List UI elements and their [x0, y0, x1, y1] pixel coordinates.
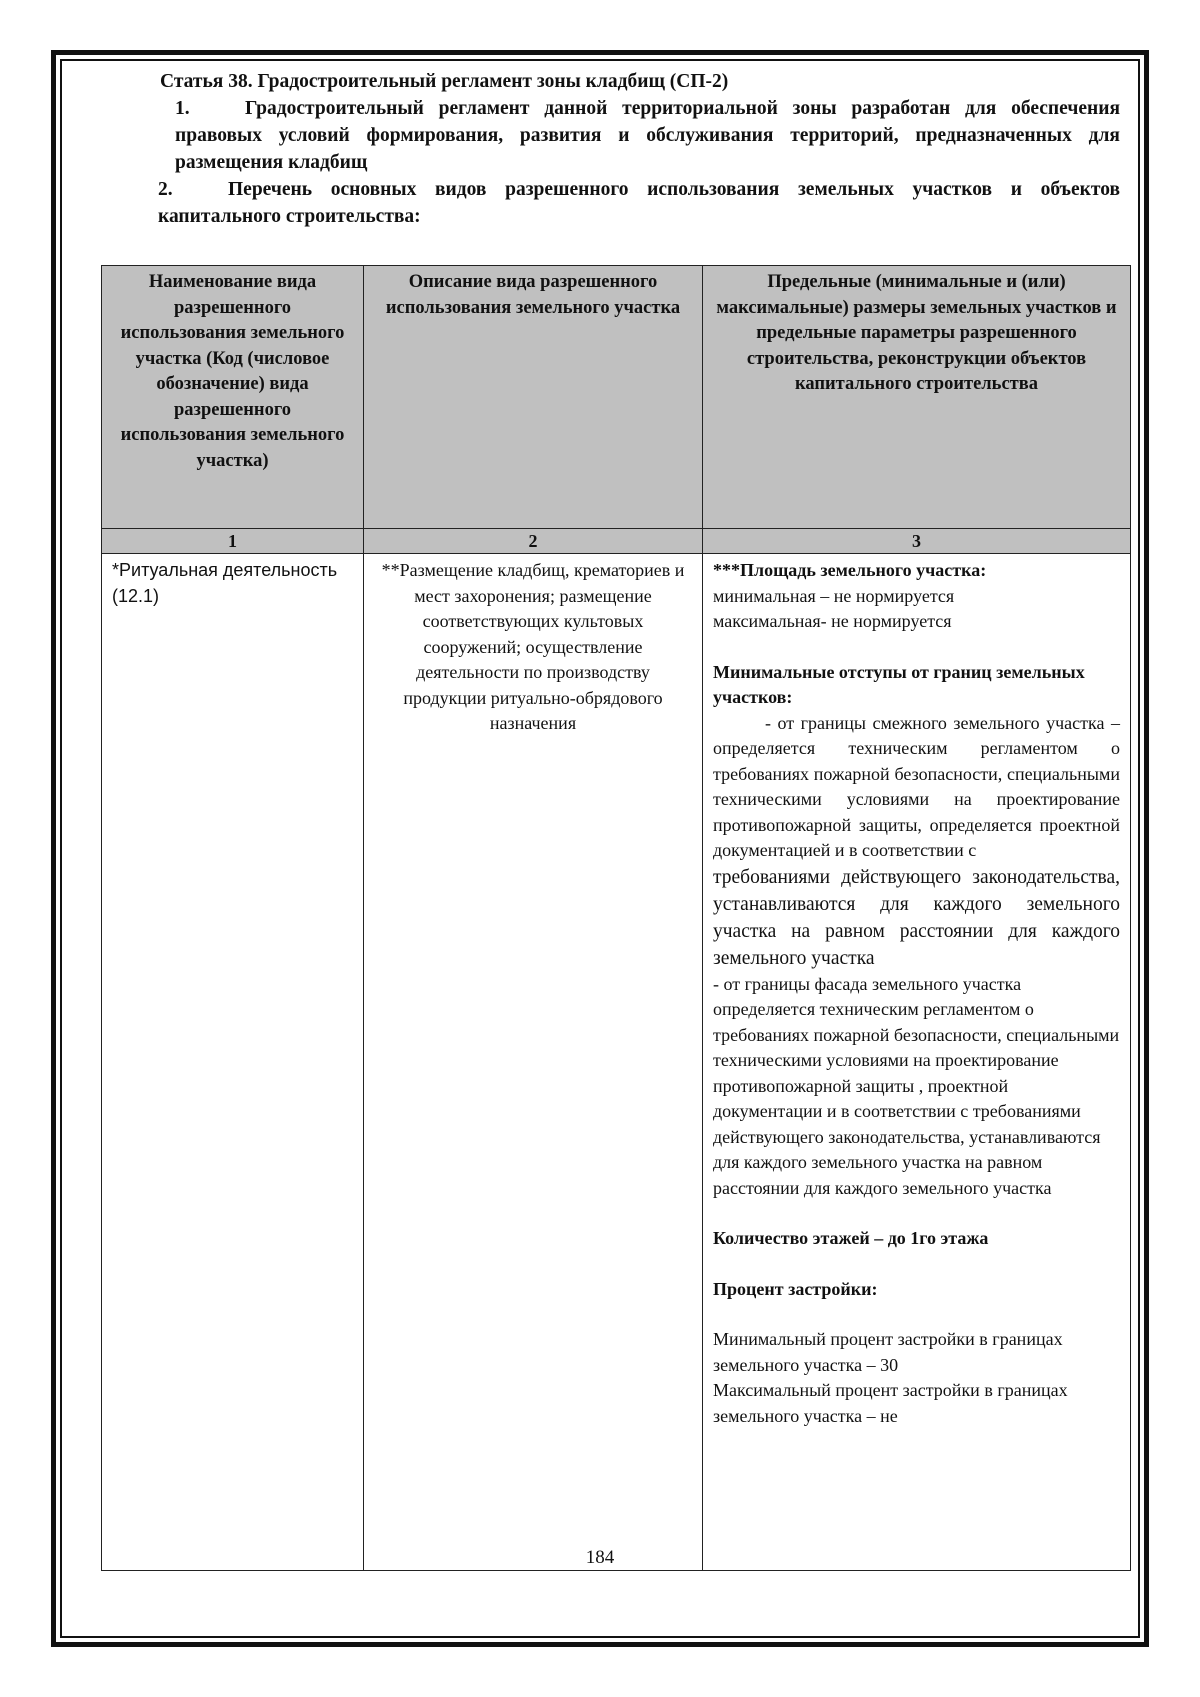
- table-header-row: [102, 266, 1131, 529]
- setback-adjacent-a: - от границы смежного земельного участка – определяется техническим регламентом о требованиях пожарной безопасности, специальными техническими условиями на проектирование противопожарной защиты, определяется проектной документацией и в соответствии с: [713, 712, 1120, 860]
- article-title: Статья 38. Градостроительный регламент зоны кладбищ (СП-2): [160, 71, 729, 92]
- header-description: Описание вида разрешенного использования земельного участка: [364, 266, 703, 529]
- item-1: [100, 95, 1120, 176]
- coverage-title: Процент застройки:: [713, 1278, 878, 1299]
- article-heading: [100, 68, 1120, 230]
- setback-title: Минимальные отступы от границ земельных участков:: [713, 661, 1085, 707]
- cell-parameters: [703, 554, 1131, 1571]
- item-2: [100, 176, 1120, 230]
- coverage-min: Минимальный процент застройки в границах земельного участка – 30: [713, 1329, 1063, 1375]
- item-2-number: 2.: [158, 179, 173, 200]
- cell-use-name: *Ритуальная деятельность (12.1): [102, 554, 364, 1571]
- cell-description: **Размещение кладбищ, крематориев и мест захоронения; размещение соответствующих культовых сооружений; осуществление деятельности по производству продукции ритуально-обрядового назначения: [364, 554, 703, 1571]
- header-use-type: Наименование вида разрешенного использования земельного участка (Код (числовое обозначение) вида разрешенного использования земельного участка): [102, 266, 364, 529]
- table-column-numbers-row: [102, 529, 1131, 554]
- floors: Количество этажей – до 1го этажа: [713, 1228, 989, 1248]
- area-max: максимальная- не нормируется: [713, 611, 952, 631]
- column-number-3: 3: [703, 529, 1131, 554]
- table-row: [102, 554, 1131, 1571]
- area-title: ***Площадь земельного участка:: [713, 560, 987, 580]
- item-1-number: 1.: [175, 98, 190, 119]
- setback-facade: - от границы фасада земельного участка определяется техническим регламентом о требованиях пожарной безопасности, специальными техническими условиями на проектирование противопожарной защиты , проектной документации и в соответствии с требованиями действующего законодательства, устанавливаются для каждого земельного участка на равном расстоянии для каждого земельного участка: [713, 973, 1120, 1198]
- item-2-text: Перечень основных видов разрешенного использования земельных участков и объектов капитального строительства:: [158, 179, 1120, 227]
- column-number-1: 1: [102, 529, 364, 554]
- header-parameters: Предельные (минимальные и (или) максимальные) размеры земельных участков и предельные параметры разрешенного строительства, реконструкции объектов капитального строительства: [703, 266, 1131, 529]
- item-1-text: Градостроительный регламент данной территориальной зоны разработан для обеспечения правовых условий формирования, развития и обслуживания территорий, предназначенных для размещения кладбищ: [175, 98, 1120, 173]
- regulation-table: [101, 265, 1131, 1571]
- coverage-max: Максимальный процент застройки в границах земельного участка – не: [713, 1380, 1068, 1426]
- page-number: 184: [585, 1547, 615, 1568]
- column-number-2: 2: [364, 529, 703, 554]
- area-min: минимальная – не нормируется: [713, 585, 955, 606]
- setback-adjacent-b: требованиями действующего законодательства, устанавливаются для каждого земельного участка на равном расстоянии для каждого земельного участка: [713, 866, 1120, 969]
